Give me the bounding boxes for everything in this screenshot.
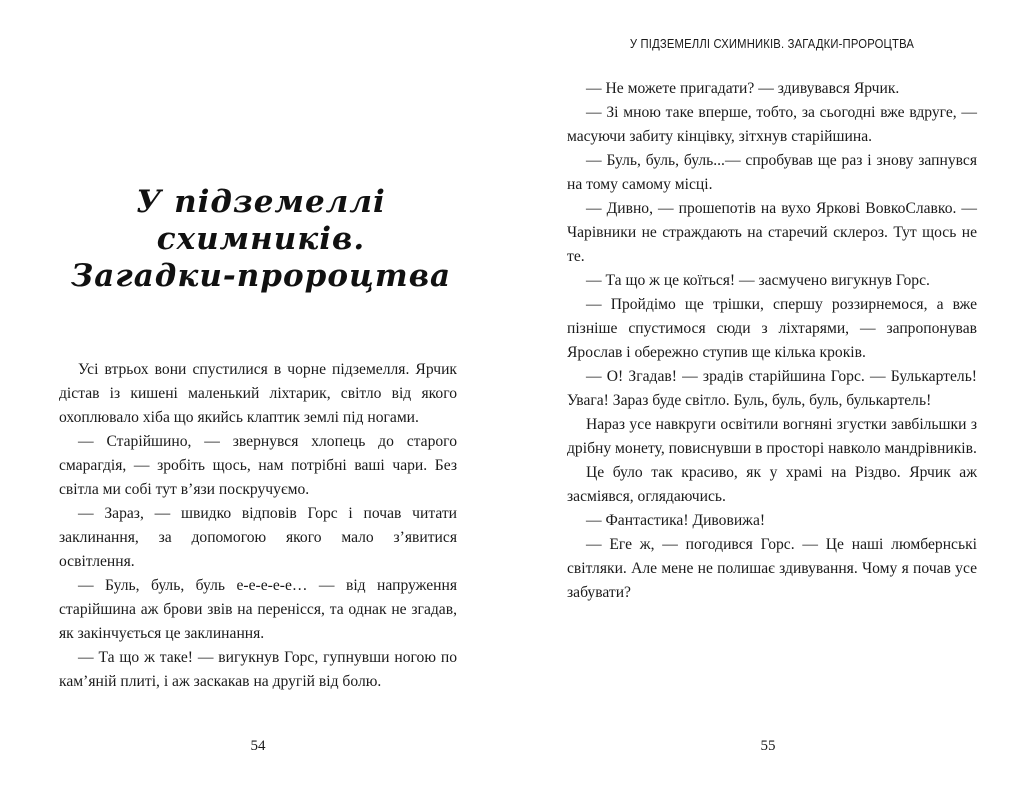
chapter-title-line: Загадки-пророцтва [70,258,452,294]
running-head: У ПІДЗЕМЕЛЛІ СХИМНИКІВ. ЗАГАДКИ-ПРОРОЦТВА [629,37,915,51]
paragraph: — Дивно, — прошепотів на вухо Яркові ВовкоСлавко. — Чарівники не страждають на старечий склероз. Тут щось не те. [567,200,977,265]
paragraph: — Та що ж це коїться! — засмучено вигукнув Горс. [586,272,930,289]
paragraph: — Пройдімо ще трішки, спершу роззирнемося, а вже пізніше спустимося сюди з ліхтарями, — запропонував Ярослав і обережно ступив ще кілька кроків. [567,296,977,361]
paragraph: — Зі мною таке вперше, тобто, за сьогодні вже вдруге, — масуючи забиту кінцівку, зітхнув старійшина. [567,104,977,145]
chapter-title-line: схимників. [156,221,366,257]
paragraph: — Старійшино, — звернувся хлопець до старого смарагдія, — зробіть щось, нам потрібні ваші чари. Без світла ми собі тут в’язи поскручуємо. [59,433,457,498]
paragraph: — Фантастика! Дивовижа! [586,512,766,529]
paragraph: Це було так красиво, як у храмі на Різдво. Ярчик аж засміявся, оглядаючись. [567,464,977,505]
paragraph: — О! Згадав! — зрадів старійшина Горс. — Булькартель! Увага! Зараз буде світло. Буль, буль, буль, булькартель! [567,368,977,409]
paragraph: — Еге ж, — погодився Горс. — Це наші люмбернські світляки. Але мене не полишає здивування. Чому я почав усе забувати? [567,536,977,601]
right-page [512,0,1024,788]
paragraph: Усі втрьох вони спустилися в чорне підземелля. Ярчик дістав із кишені маленький ліхтарик, світло від якого охоплювало хіба що якийсь клаптик землі під ногами. [59,361,457,426]
right-body-text [567,77,977,605]
paragraph: — Буль, буль, буль...— спробував ще раз і знову запнувся на тому самому місці. [567,152,977,193]
chapter-title [66,184,456,295]
left-body-text [59,358,457,694]
paragraph: — Не можете пригадати? — здивувався Ярчик. [586,80,900,97]
paragraph: — Та що ж таке! — вигукнув Горс, гупнувши ногою по кам’яній плиті, і аж заскакав на другій від болю. [59,649,457,690]
chapter-title-line: У підземеллі [136,184,386,220]
paragraph: — Зараз, — швидко відповів Горс і почав читати заклинання, за допомогою якого мало з’явитися освітлення. [59,505,457,570]
page-number: 55 [760,738,776,754]
paragraph: — Буль, буль, буль е-е-е-е-е… — від напруження старійшина аж брови звів на перенісся, та однак не згадав, як закінчується це заклинання. [59,577,457,642]
paragraph: Нараз усе навкруги освітили вогняні згустки завбільшки з дрібну монету, повиснувши в просторі навколо мандрівників. [567,416,977,457]
page-number: 54 [250,738,266,754]
